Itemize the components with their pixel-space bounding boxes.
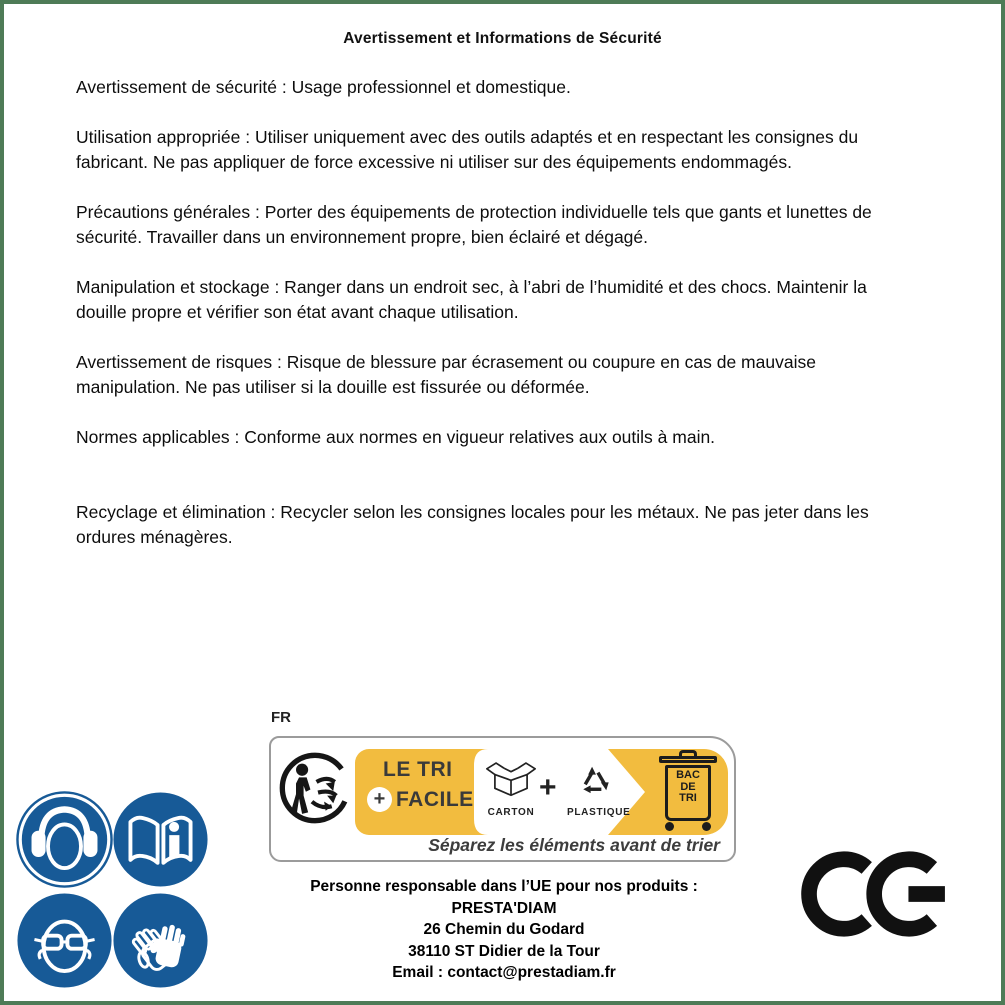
paragraph-avertissement-risques: Avertissement de risques : Risque de blessure par écrasement ou coupure en cas de mauvaise manipulation. Ne pas utiliser si la douille est fissurée ou déformée. [76,352,816,397]
carton-box-icon [482,755,540,801]
wear-eye-protection-icon [16,892,113,989]
sorting-bin-lid [659,756,717,763]
company-name: PRESTA'DIAM [451,899,557,917]
headline-le-tri: LE TRI [383,758,453,781]
address-city: 38110 ST Didier de la Tour [408,942,600,960]
sorting-band [355,749,728,835]
plastique-label: PLASTIQUE [567,807,631,818]
bin-label-line: TRI [679,792,697,804]
le-tri-facile-headline [367,758,477,812]
material-plastique [567,757,631,818]
responsible-intro-line: Personne responsable dans l’UE pour nos produits : [310,878,698,895]
paragraph-normes-applicables: Normes applicables : Conforme aux normes en vigueur relatives aux outils à main. [76,427,716,447]
address-street: 26 Chemin du Godard [423,921,585,938]
fr-country-code: FR [271,709,291,726]
recycling-arrows-icon [569,757,621,801]
paragraph-manipulation-stockage: Manipulation et stockage : Ranger dans un endroit sec, à l’abri de l’humidité et des chocs. Maintenir la douille propre et vérifier son état avant chaque utilisation. [76,277,867,322]
mandatory-safety-pictograms [16,791,212,991]
headline-facile: FACILE [396,787,474,811]
bin-label-line: DE [680,780,696,793]
material-carton [481,755,541,818]
info-tri-label [269,736,736,862]
paragraph-avertissement-securite: Avertissement de sécurité : Usage professionnel et domestique. [76,77,571,97]
plus-separator: + [539,771,557,804]
wear-ear-protection-icon [16,791,113,888]
bin-label-line: BAC [676,769,700,781]
triman-icon [277,744,353,832]
plus-circle-icon: + [367,787,392,812]
sorting-instructions: Séparez les éléments avant de trier [428,835,720,855]
wear-protective-gloves-icon [112,892,209,989]
bin-wheel [702,822,711,831]
ce-marking-logo [799,844,951,944]
paragraph-utilisation-appropriee: Utilisation appropriée : Utiliser uniquement avec des outils adaptés et en respectant les consignes du fabricant. Ne pas appliquer de force excessive ni utiliser sur des équipements endommagés. [76,127,859,172]
sorting-bin-icon [665,765,711,821]
page-title: Avertissement et Informations de Sécurité [343,30,662,47]
bin-wheel [665,822,674,831]
paragraph-precautions-generales: Précautions générales : Porter des équipements de protection individuelle tels que gants et lunettes de sécurité. Travailler dans un environnement propre, bien éclairé et dégagé. [76,202,872,247]
safety-text-block [76,75,914,550]
carton-label: CARTON [487,807,535,818]
paragraph-recyclage-elimination: Recyclage et élimination : Recycler selon les consignes locales pour les métaux. Ne pas jeter dans les ordures ménagères. [76,502,869,547]
read-instruction-manual-icon [112,791,209,888]
contact-email: Email : contact@prestadiam.fr [392,964,616,981]
responsible-person-block [244,876,764,984]
